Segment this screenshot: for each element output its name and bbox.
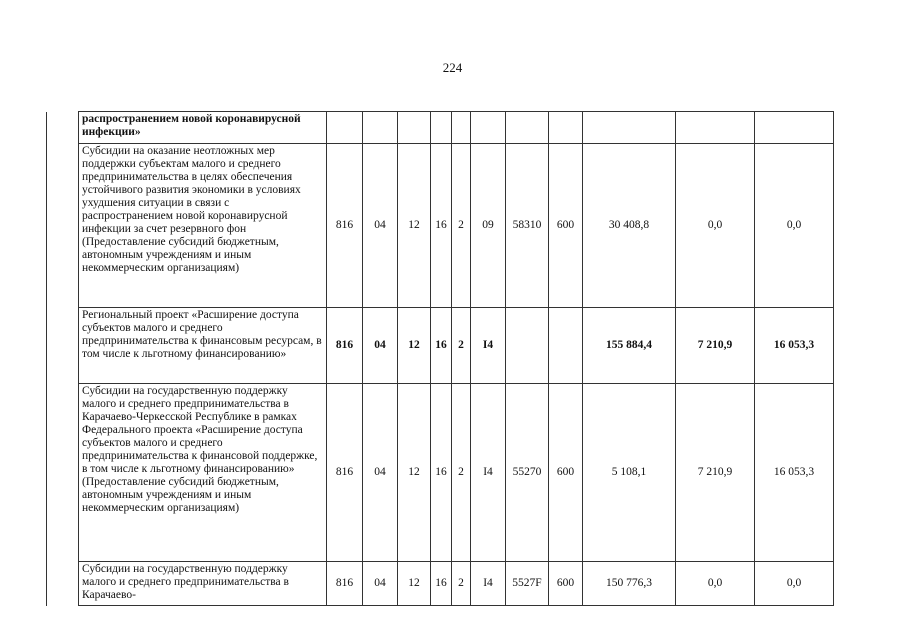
table-row [47,144,834,308]
margin-cell [47,562,79,606]
amount-year-1 [583,112,676,144]
target-code-program: 16 [431,144,452,308]
amount-year-1: 150 776,3 [583,562,676,606]
target-code-event: I4 [471,308,506,384]
target-code-program: 16 [431,308,452,384]
item-name: Субсидии на государственную поддержку малого и среднего предпринимательства в Карачаево-Черкесской Республике в рамках Федерального проекта «Расширение доступа субъектов малого и среднего предпринимательства к финансовой поддержке, в том числе к льготному финансированию» (Предоставление субсидий бюджетным, автономным учреждениям и иным некоммерческим организациям) [79,384,327,562]
amount-year-3: 0,0 [755,562,834,606]
expense-type-code [549,308,583,384]
amount-year-2: 7 210,9 [676,384,755,562]
budget-table [46,111,834,606]
target-code-direction: 55270 [506,384,549,562]
section-code: 04 [363,384,398,562]
target-code-direction [506,308,549,384]
table-row [47,384,834,562]
table-row [47,562,834,606]
table-row [47,112,834,144]
amount-year-1: 30 408,8 [583,144,676,308]
amount-year-2: 0,0 [676,144,755,308]
target-code-program [431,112,452,144]
margin-cell [47,112,79,144]
ved-code: 816 [327,144,363,308]
target-code-direction: 58310 [506,144,549,308]
amount-year-3 [755,112,834,144]
amount-year-3: 0,0 [755,144,834,308]
target-code-subprogram: 2 [452,562,471,606]
subsection-code: 12 [398,562,431,606]
target-code-subprogram [452,112,471,144]
target-code-event: I4 [471,562,506,606]
amount-year-2: 0,0 [676,562,755,606]
target-code-direction [506,112,549,144]
subsection-code: 12 [398,384,431,562]
amount-year-3: 16 053,3 [755,384,834,562]
expense-type-code: 600 [549,384,583,562]
margin-cell [47,384,79,562]
amount-year-2: 7 210,9 [676,308,755,384]
target-code-event: 09 [471,144,506,308]
ved-code: 816 [327,562,363,606]
item-name: Региональный проект «Расширение доступа субъектов малого и среднего предпринимательства к финансовым ресурсам, в том числе к льготному финансированию» [79,308,327,384]
subsection-code [398,112,431,144]
table-row [47,308,834,384]
target-code-program: 16 [431,384,452,562]
target-code-subprogram: 2 [452,384,471,562]
margin-cell [47,308,79,384]
ved-code: 816 [327,308,363,384]
item-name: Субсидии на государственную поддержку малого и среднего предпринимательства в Карачаево- [79,562,327,606]
amount-year-2 [676,112,755,144]
subsection-code: 12 [398,308,431,384]
item-name: распространением новой коронавирусной инфекции» [79,112,327,144]
amount-year-1: 5 108,1 [583,384,676,562]
item-name: Субсидии на оказание неотложных мер поддержки субъектам малого и среднего предпринимательства в целях обеспечения устойчивого развития экономики в условиях ухудшения ситуации в связи с распространением новой коронавирусной инфекции за счет резервного фон (Предоставление субсидий бюджетным, автономным учреждениям и иным некоммерческим организациям) [79,144,327,308]
section-code: 04 [363,144,398,308]
section-code: 04 [363,308,398,384]
section-code: 04 [363,562,398,606]
ved-code [327,112,363,144]
amount-year-1: 155 884,4 [583,308,676,384]
target-code-event [471,112,506,144]
expense-type-code: 600 [549,144,583,308]
section-code [363,112,398,144]
page-number: 224 [442,60,463,75]
target-code-subprogram: 2 [452,308,471,384]
target-code-event: I4 [471,384,506,562]
target-code-subprogram: 2 [452,144,471,308]
margin-cell [47,144,79,308]
expense-type-code: 600 [549,562,583,606]
amount-year-3: 16 053,3 [755,308,834,384]
ved-code: 816 [327,384,363,562]
target-code-direction: 5527F [506,562,549,606]
subsection-code: 12 [398,144,431,308]
target-code-program: 16 [431,562,452,606]
expense-type-code [549,112,583,144]
